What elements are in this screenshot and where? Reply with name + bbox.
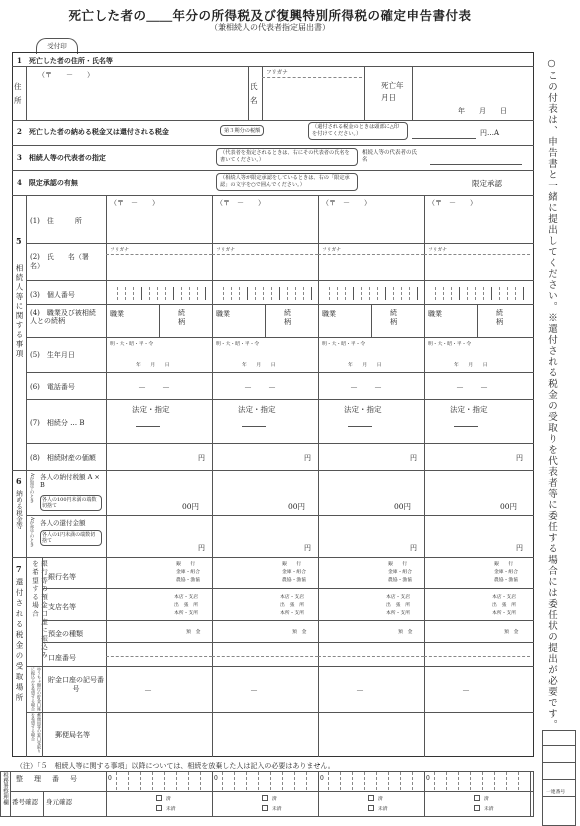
row-job: (4) 職業及び被相続人との続柄 (30, 309, 96, 325)
sec7-num: 7 (16, 564, 22, 574)
heir1-branch-opt[interactable]: 本店・支店 (174, 595, 198, 600)
sec1-death-date[interactable]: 年 月 日 (458, 107, 507, 115)
foot4-notdone[interactable]: 未済 (484, 807, 494, 812)
heir1-phone[interactable]: － － (138, 383, 170, 392)
heir1-zip: （〒 － ） (110, 199, 159, 207)
heir1-furigana: フリガナ (110, 248, 129, 253)
heir2-bank-opt[interactable]: 農協・漁協 (282, 578, 306, 583)
heir1-deposit[interactable]: 預 金 (186, 630, 201, 635)
heir4-assets-yen: 円 (516, 454, 523, 462)
sec2-label: 2 死亡した者の納める税金又は還付される税金 (17, 127, 169, 136)
heir1-bank-opt[interactable]: 金庫・組合 (176, 570, 200, 575)
sec6-ref-label: 各人の還付金額 (40, 519, 86, 527)
heir2-bank-opt[interactable]: 銀 行 (282, 562, 302, 567)
heir3-yucho-dash[interactable]: － (356, 686, 364, 695)
row-account: 口座番号 (48, 654, 76, 662)
heir3-name[interactable] (322, 257, 420, 277)
seiri2-zero: 0 (214, 775, 218, 782)
sec5-side: 相続人等に関する事項 (15, 264, 24, 359)
heir4-bank-opt[interactable]: 農協・漁協 (494, 578, 518, 583)
heir2-branch-opt[interactable]: 出 張 所 (280, 603, 304, 608)
heir4-job-label: 職業 (428, 310, 442, 318)
row-yucho: 貯金口座の記号番号 (48, 676, 104, 693)
heir4-phone[interactable]: － － (456, 383, 488, 392)
heir2-bank-opt[interactable]: 金庫・組合 (282, 570, 306, 575)
heir1-rel-label: 続柄 (178, 309, 185, 326)
heir3-share[interactable]: 法定・指定 (344, 405, 382, 414)
heir4-branch-opt[interactable]: 本店・支店 (492, 595, 516, 600)
heir1-branch-opt[interactable]: 出 張 所 (174, 603, 198, 608)
row-bank: 銀行名等 (48, 573, 76, 581)
sec6-num: 6 (16, 476, 22, 486)
heir3-assets-yen: 円 (410, 454, 417, 462)
sec2-note2: （還付される税金のときは頭部に△印を付けてください。） (308, 122, 408, 140)
heir1-name[interactable] (110, 257, 208, 277)
sec1-label: 1 死亡した者の住所・氏名等 (17, 56, 113, 65)
heir4-branch-opt[interactable]: 出 張 所 (492, 603, 516, 608)
heir1-era[interactable]: 明・大・昭・平・令 (110, 342, 154, 347)
row-branch: 支店名等 (48, 603, 76, 611)
foot2-notdone[interactable]: 未済 (272, 807, 282, 812)
sec6-pay-label: 各人の納付税額 A × B (40, 473, 100, 489)
heir2-yucho-dash[interactable]: － (250, 686, 258, 695)
heir2-name[interactable] (216, 257, 314, 277)
heir4-pay-amount[interactable]: 00円 (500, 502, 518, 511)
heir2-pay-amount[interactable]: 00円 (288, 502, 306, 511)
row-phone: (6) 電話番号 (30, 383, 75, 391)
row-mynumber: (3) 個人番号 (30, 291, 75, 299)
sec7-post-side: 郵便局等の窓口受取りを希望する場合 (31, 713, 42, 753)
form-subtitle: （兼相続人の代表者指定届出書） (210, 23, 330, 32)
row-birth: (5) 生年月日 (30, 351, 75, 359)
row-assets: (8) 相続財産の価額 (30, 454, 96, 462)
heir1-assets-yen: 円 (198, 454, 205, 462)
heir3-bank-opt[interactable]: 金庫・組合 (388, 570, 412, 575)
sec7-bank-side: 銀行等の預金口座に振込みを希望する場合 (31, 560, 48, 660)
heir2-deposit[interactable]: 預 金 (292, 630, 307, 635)
heir2-branch-opt[interactable]: 本所・支所 (280, 611, 304, 616)
sec1-name-label: 氏名 (250, 82, 258, 105)
sec1-death-label: 死亡年月日 (381, 81, 404, 102)
heir2-era[interactable]: 明・大・昭・平・令 (216, 342, 260, 347)
heir3-address[interactable] (322, 206, 420, 240)
sec6-ref-note: 各人の1円未満の端数切捨て (40, 530, 102, 546)
heir3-zip: （〒 － ） (322, 199, 371, 207)
heir4-furigana: フリガナ (428, 248, 447, 253)
row-name: (2) 氏 名（署 名） (30, 253, 103, 270)
heir1-address[interactable] (110, 206, 208, 240)
sec3-rep-label: 相続人等の代表者の氏名 (362, 150, 418, 163)
sec5-num: 5 (16, 236, 22, 246)
heir4-deposit[interactable]: 預 金 (504, 630, 519, 635)
deceased-name-field[interactable] (264, 80, 360, 116)
heir1-yucho-dash[interactable]: － (144, 686, 152, 695)
row-address: (1) 住 所 (30, 217, 82, 225)
heir3-birth-date[interactable]: 年 月 日 (348, 363, 382, 368)
heir2-birth-date[interactable]: 年 月 日 (242, 363, 276, 368)
heir4-rel-label: 続柄 (496, 309, 503, 326)
heir4-bank-opt[interactable]: 銀 行 (494, 562, 514, 567)
heir3-branch-opt[interactable]: 本所・支所 (386, 611, 410, 616)
heir2-branch-opt[interactable]: 本店・支店 (280, 595, 304, 600)
foot4-done[interactable]: 済 (484, 797, 489, 802)
heir3-pay-amount[interactable]: 00円 (394, 502, 412, 511)
heir4-era[interactable]: 明・大・昭・平・令 (428, 342, 472, 347)
serial-label: 一連番号 (546, 790, 566, 795)
heir1-pay-amount[interactable]: 00円 (182, 502, 200, 511)
limited-approval-option[interactable]: 限定承認 (472, 179, 502, 188)
sec7-side: 還付される税金の受取場所 (15, 578, 24, 704)
heir1-refund-yen: 円 (198, 544, 205, 552)
heir2-share[interactable]: 法定・指定 (238, 405, 276, 414)
sec6-pay-note: 各人の100円未満の端数切捨て (40, 495, 102, 511)
heir4-birth-date[interactable]: 年 月 日 (454, 363, 488, 368)
heir4-refund-yen: 円 (516, 544, 523, 552)
heir3-deposit[interactable]: 預 金 (398, 630, 413, 635)
confirm-label: 番号確認 (12, 798, 38, 806)
form-title: 死亡した者の＿＿年分の所得税及び復興特別所得税の確定申告書付表 (68, 8, 472, 23)
heir3-era[interactable]: 明・大・昭・平・令 (322, 342, 366, 347)
heir3-bank-opt[interactable]: 銀 行 (388, 562, 408, 567)
heir1-bank-opt[interactable]: 農協・漁協 (176, 578, 200, 583)
foot3-notdone[interactable]: 未済 (378, 807, 388, 812)
sec6-ref-cond: Aが赤字のとき (29, 517, 34, 548)
heir3-branch-opt[interactable]: 本店・支店 (386, 595, 410, 600)
foot1-notdone[interactable]: 未済 (166, 807, 176, 812)
row-post: 郵便局名等 (55, 731, 90, 739)
heir2-job-label: 職業 (216, 310, 230, 318)
heir1-share[interactable]: 法定・指定 (132, 405, 170, 414)
seiri-label: 整 理 番 号 (16, 775, 79, 783)
sec3-label: 3 相続人等の代表者の指定 (17, 153, 106, 162)
sec6-side: 納める税金等 (15, 490, 23, 529)
heir4-bank-opt[interactable]: 金庫・組合 (494, 570, 518, 575)
heir3-rel-label: 続柄 (390, 309, 397, 326)
heir2-phone[interactable]: － － (244, 383, 276, 392)
sec2-note1: 第３期分の税額 (220, 125, 264, 136)
heir3-refund-yen: 円 (410, 544, 417, 552)
sec4-note: （相続人等が限定承認をしているときは、右の「限定承認」の文字を○で囲んでください。） (216, 173, 358, 191)
sec3-note: （代表者を指定されるときは、右にその代表者の氏名を書いてください。） (216, 148, 358, 166)
row-share: (7) 相続分 … B (30, 419, 85, 427)
sec1-address-label: 住所 (14, 82, 22, 105)
seiri3-zero: 0 (320, 775, 324, 782)
reception-stamp-area: 受付印 (36, 38, 78, 54)
heir4-yucho-dash[interactable]: － (462, 686, 470, 695)
sec7-yucho-side: ゆうちょ銀行の貯金口座に振込みを希望する場合 (31, 667, 42, 711)
sec1-furigana: フリガナ (266, 70, 288, 76)
foot2-done[interactable]: 済 (272, 797, 277, 802)
heir3-phone[interactable]: － － (350, 383, 382, 392)
row-deposit-type: 預金の種類 (48, 630, 83, 638)
foot1-done[interactable]: 済 (166, 797, 171, 802)
heir3-furigana: フリガナ (322, 248, 341, 253)
seiri4-zero: 0 (426, 775, 430, 782)
heir3-branch-opt[interactable]: 出 張 所 (386, 603, 410, 608)
heir2-furigana: フリガナ (216, 248, 235, 253)
id-label: 身元確認 (46, 798, 72, 806)
heir1-branch-opt[interactable]: 本所・支所 (174, 611, 198, 616)
heir4-zip: （〒 － ） (428, 199, 477, 207)
heir1-bank-opt[interactable]: 銀 行 (176, 562, 196, 567)
sec2-unit: 円…A (480, 129, 500, 137)
office-label: 税務署整理欄 (2, 772, 8, 805)
sec1-zip: （〒 － ） (38, 71, 94, 79)
heir3-bank-opt[interactable]: 農協・漁協 (388, 578, 412, 583)
heir2-address[interactable] (216, 206, 314, 240)
deceased-address-field[interactable] (50, 82, 245, 116)
heir4-branch-opt[interactable]: 本所・支所 (492, 611, 516, 616)
heir1-job-label: 職業 (110, 310, 124, 318)
side-instruction: ○この付表は、申告書と一緒に提出してください。※還付される税金の受取りを代表者等に委任する場合には委任状の提出が必要です。 (546, 58, 557, 731)
foot3-done[interactable]: 済 (378, 797, 383, 802)
heir4-address[interactable] (428, 206, 526, 240)
heir2-refund-yen: 円 (304, 544, 311, 552)
form-note: （注）「５ 相続人等に関する事項」以降については、相続を放棄した人は記入の必要はありません。 (16, 762, 335, 770)
heir1-birth-date[interactable]: 年 月 日 (136, 363, 170, 368)
heir4-name[interactable] (428, 257, 526, 277)
heir3-job-label: 職業 (322, 310, 336, 318)
heir2-zip: （〒 － ） (216, 199, 265, 207)
sec4-label: 4 限定承認の有無 (17, 178, 78, 187)
heir2-assets-yen: 円 (304, 454, 311, 462)
sec6-pay-cond: Aが黒字のとき (29, 473, 34, 504)
heir4-share[interactable]: 法定・指定 (450, 405, 488, 414)
seiri1-zero: 0 (108, 775, 112, 782)
heir2-rel-label: 続柄 (284, 309, 291, 326)
